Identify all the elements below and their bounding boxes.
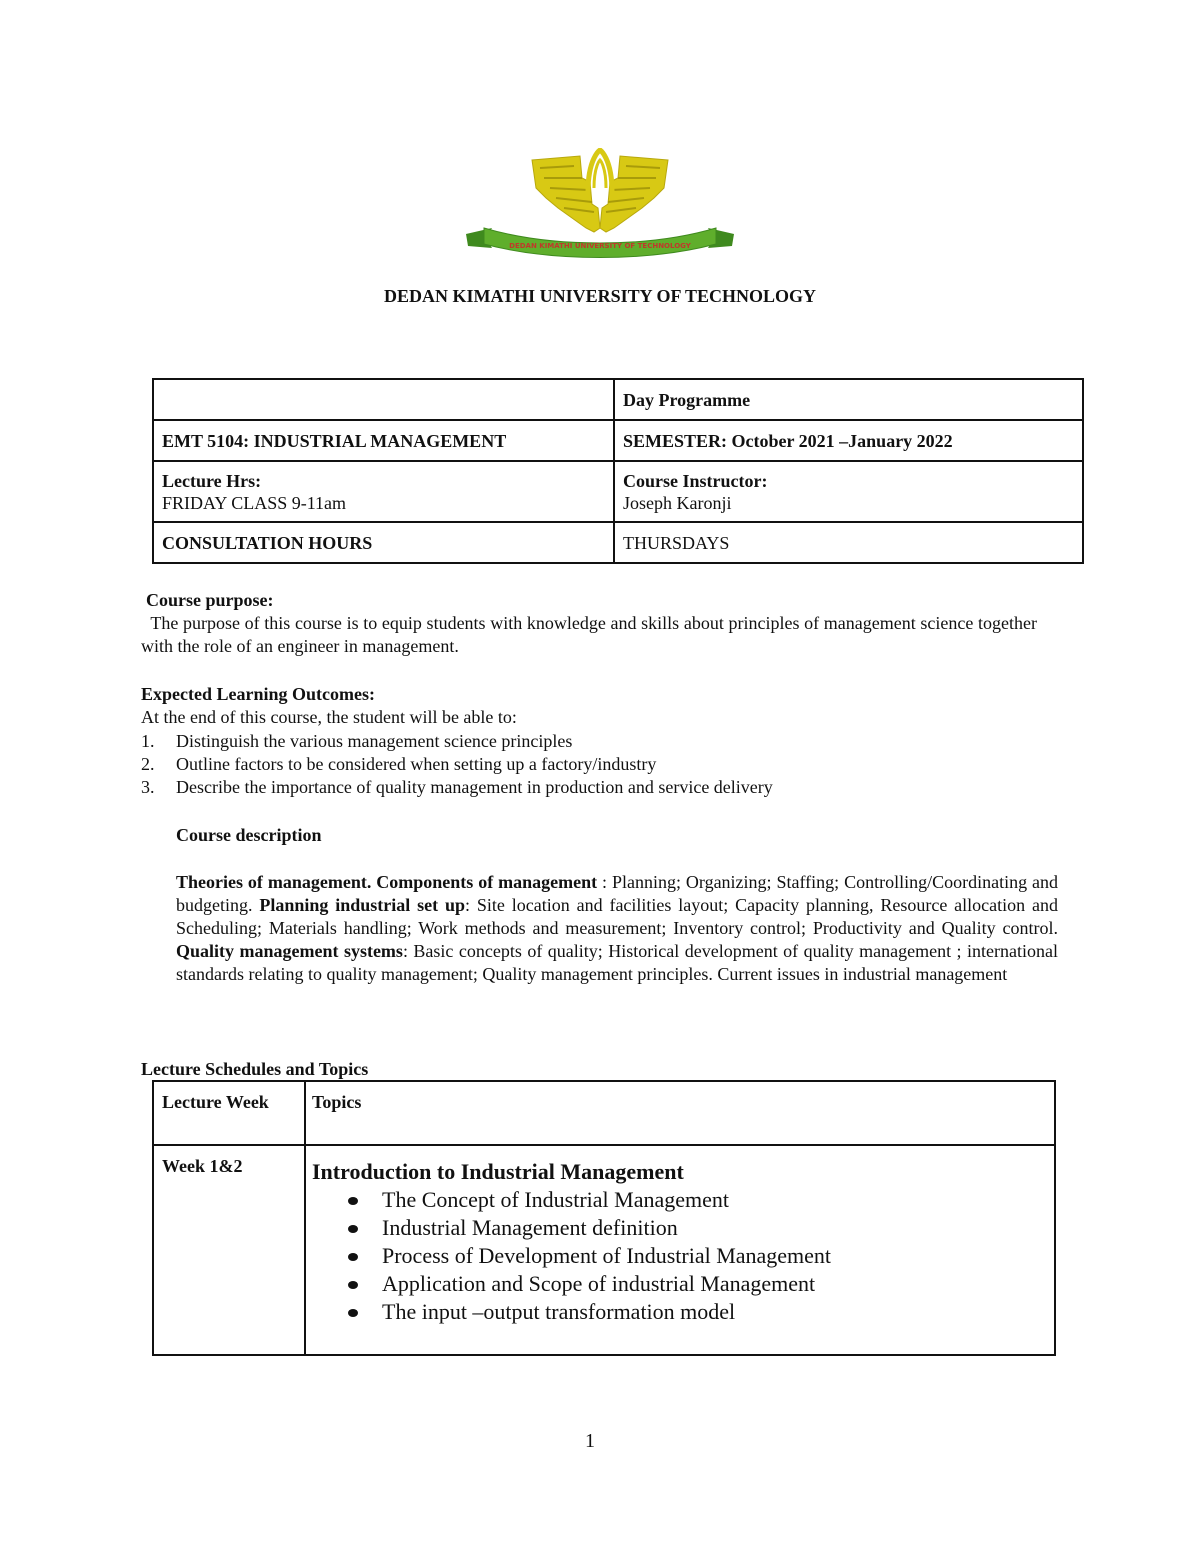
instructor-value: Joseph Karonji (623, 492, 732, 513)
outcome-text: Distinguish the various management science principles (176, 731, 573, 751)
svg-text:DEDAN KIMATHI UNIVERSITY OF TE: DEDAN KIMATHI UNIVERSITY OF TECHNOLOGY (509, 242, 691, 250)
list-item (348, 1270, 1048, 1298)
outcomes-intro: At the end of this course, the student will be able to: (141, 707, 517, 727)
bullet-icon (348, 1309, 358, 1317)
page-number: 1 (585, 1430, 595, 1452)
bullet-icon (348, 1225, 358, 1233)
lecture-hours-value: FRIDAY CLASS 9-11am (162, 492, 347, 513)
topic-title: Introduction to Industrial Management (312, 1159, 684, 1184)
schedule-header-week: Lecture Week (153, 1081, 305, 1145)
description-heading: Course description (176, 825, 322, 845)
consultation-value: THURSDAYS (614, 522, 1083, 563)
description-text-2: : Site location and facilities layout; Capacity planning, Resource allocation and Scheduling; Materials handling; Work methods and measurement; Inventory control; Productivity and Quality control. (176, 895, 1058, 938)
purpose-body-text: The purpose of this course is to equip students with knowledge and skills about principles of management science together with the role of an engineer in management. (141, 613, 1038, 656)
outcome-number: 2. (141, 754, 155, 774)
schedule-week-cell: Week 1&2 (153, 1145, 305, 1355)
university-logo (462, 148, 738, 260)
purpose-heading: Course purpose: (146, 590, 274, 610)
topic-item-text: Application and Scope of industrial Management (382, 1271, 816, 1296)
outcome-text: Describe the importance of quality management in production and service delivery (176, 777, 773, 797)
course-code-cell: EMT 5104: INDUSTRIAL MANAGEMENT (153, 420, 614, 461)
list-item (348, 1214, 1048, 1242)
outcome-item (141, 753, 656, 776)
topic-item-text: Process of Development of Industrial Management (382, 1243, 832, 1268)
outcomes-heading: Expected Learning Outcomes: (141, 684, 375, 704)
outcome-number: 3. (141, 777, 155, 797)
bullet-icon (348, 1197, 358, 1205)
outcome-item (141, 776, 773, 799)
schedule-heading: Lecture Schedules and Topics (141, 1059, 369, 1079)
description-text-1: : Planning; Organizing; Staffing; Controlling/Coordinating and budgeting. (176, 872, 1058, 915)
instructor-label: Course Instructor: (623, 470, 768, 491)
description-bold-3: Quality management systems (176, 941, 403, 961)
description-text-3: : Basic concepts of quality; Historical development of quality management ; international standards relating to quality management; Quality management principles. Current issues in industrial management (176, 941, 1058, 984)
list-item (348, 1186, 1048, 1214)
lecture-hours-cell (153, 461, 614, 522)
description-bold-1: Theories of management. Components of management (176, 872, 598, 892)
topic-list (312, 1186, 1048, 1326)
university-name: DEDAN KIMATHI UNIVERSITY OF TECHNOLOGY (383, 286, 817, 306)
description-text (176, 871, 1058, 986)
instructor-cell (614, 461, 1083, 522)
bullet-icon (348, 1281, 358, 1289)
course-info-table (152, 378, 1084, 564)
outcome-item (141, 730, 572, 753)
topic-item-text: The input –output transformation model (382, 1299, 736, 1324)
lecture-hours-label: Lecture Hrs: (162, 470, 262, 491)
topic-item-text: The Concept of Industrial Management (382, 1187, 730, 1212)
schedule-header-topics: Topics (305, 1081, 1055, 1145)
purpose-text (141, 612, 1037, 658)
list-item (348, 1242, 1048, 1270)
outcome-text: Outline factors to be considered when setting up a factory/industry (176, 754, 657, 774)
bullet-icon (348, 1253, 358, 1261)
schedule-topics-cell (305, 1145, 1055, 1355)
semester-cell: SEMESTER: October 2021 –January 2022 (614, 420, 1083, 461)
consultation-label: CONSULTATION HOURS (153, 522, 614, 563)
outcome-number: 1. (141, 731, 155, 751)
list-item (348, 1298, 1048, 1326)
description-bold-2: Planning industrial set up (259, 895, 466, 915)
schedule-table (152, 1080, 1056, 1356)
info-empty-cell (153, 379, 614, 420)
topic-item-text: Industrial Management definition (382, 1215, 678, 1240)
programme-cell: Day Programme (614, 379, 1083, 420)
